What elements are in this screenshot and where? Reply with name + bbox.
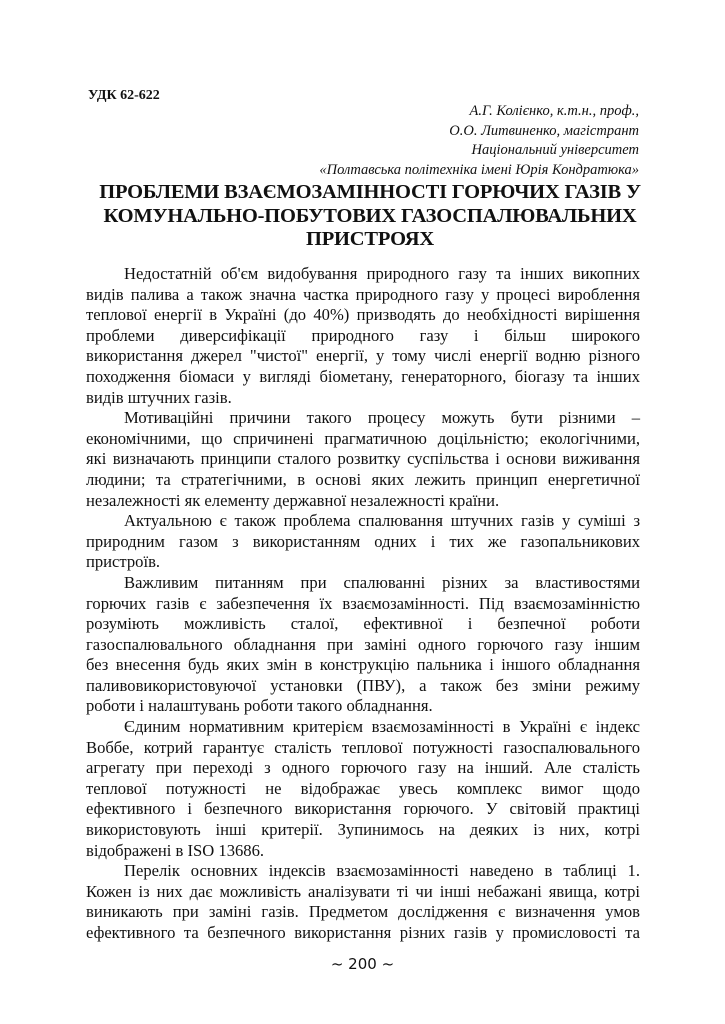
text-line: ефективного та безпечного використання різних газів у промисловості та — [86, 923, 640, 942]
affiliation-line: Національний університет — [471, 142, 639, 158]
text-line: природним газом з використанням одних і тих же газопальникових — [86, 531, 640, 551]
text-line: які визначають принципи сталого розвитку суспільства і основи виживання — [86, 449, 640, 469]
paragraph — [86, 717, 640, 861]
text-line: пристроїв. — [86, 552, 161, 572]
text-line: Актуальною є також проблема спалювання штучних газів у суміші з — [124, 511, 640, 531]
text-line: Важливим питанням при спалюванні різних за властивостями — [124, 572, 640, 592]
text-line: Воббе, котрий гарантує сталість теплової потужності газоспалювального — [86, 737, 640, 757]
udc-code: УДК 62-622 — [88, 88, 160, 103]
paragraph — [86, 861, 640, 943]
text-line: відображені в ISO 13686. — [86, 840, 265, 860]
text-line: видів штучних газів. — [86, 387, 232, 407]
text-line: виникають при заміні газів. Предметом дослідження є визначення умов — [86, 902, 640, 922]
title-line: ПРИСТРОЯХ — [305, 228, 435, 250]
text-line: Перелік основних індексів взаємозамінності наведено в таблиці 1. — [124, 861, 640, 881]
text-line: походження біомаси у вигляді біометану, генераторного, біогазу та інших — [86, 366, 640, 386]
text-line: теплової потужності не відображає увесь комплекс вимог щодо — [86, 778, 640, 798]
author-line: О.О. Литвиненко, магістрант — [449, 122, 639, 139]
text-line: ефективного і безпечного використання горючого. У світовій практиці — [86, 799, 640, 819]
text-line: теплової енергії в Україні (до 40%) призводять до необхідності вирішення — [86, 305, 640, 325]
text-line: Мотиваційні причини такого процесу можуть бути різними – — [124, 408, 640, 428]
text-line: агрегату при переході з одного горючого газу на інший. Але сталість — [86, 758, 640, 778]
text-line: розуміють можливість сталої, ефективної і безпечної роботи — [86, 614, 640, 634]
paragraph — [86, 573, 640, 717]
text-line: проблеми диверсифікації природного газу і більш широкого — [86, 325, 640, 345]
title-line: ПРОБЛЕМИ ВЗАЄМОЗАМІННОСТІ ГОРЮЧИХ ГАЗІВ У — [99, 181, 641, 203]
text-line: без внесення будь яких змін в конструкцію пальника і іншого обладнання — [86, 655, 640, 675]
paragraph — [86, 264, 640, 408]
text-line: Єдиним нормативним критерієм взаємозамінності в Україні є індекс — [124, 717, 640, 737]
text-line: Недостатній об'єм видобування природного газу та інших викопних — [124, 264, 640, 283]
text-line: паливовикористовуючої установки (ПВУ), а також без зміни режиму — [86, 675, 640, 695]
article-body — [86, 264, 640, 944]
text-line: використовують інші критерії. Зупинимось на деяких із них, котрі — [86, 820, 640, 840]
text-line: використання джерел "чистої" енергії, у тому числі енергії водню різного — [86, 346, 640, 366]
text-line: роботи і налаштувань роботи такого обладнання. — [86, 696, 433, 716]
paragraph — [86, 511, 640, 573]
page-number: ~ 200 ~ — [330, 955, 395, 973]
article-title — [80, 181, 660, 252]
text-line: горючих газів є забезпечення їх взаємозамінності. Під взаємозамінністю — [86, 593, 640, 613]
text-line: видів палива а також значна частка природного газу у процесі вироблення — [86, 284, 640, 304]
title-line: КОМУНАЛЬНО-ПОБУТОВИХ ГАЗОСПАЛЮВАЛЬНИХ — [103, 204, 637, 227]
author-line: А.Г. Колієнко, к.т.н., проф., — [469, 103, 639, 119]
paragraph — [86, 408, 640, 511]
text-line: людини; та стратегічними, в основі яких лежить принцип енергетичної — [86, 469, 640, 489]
text-line: газоспалювального обладнання при заміні одного горючого газу іншим — [86, 634, 640, 654]
author-block — [319, 102, 639, 180]
affiliation-line: «Полтавська політехніка імені Юрія Кондратюка» — [319, 161, 639, 178]
text-line: економічними, що спричинені прагматичною доцільністю; екологічними, — [86, 428, 640, 448]
text-line: Кожен із них дає можливість аналізувати ті чи інші небажані явища, котрі — [86, 881, 640, 901]
text-line: незалежності як елементу державної незалежності країни. — [86, 490, 500, 510]
